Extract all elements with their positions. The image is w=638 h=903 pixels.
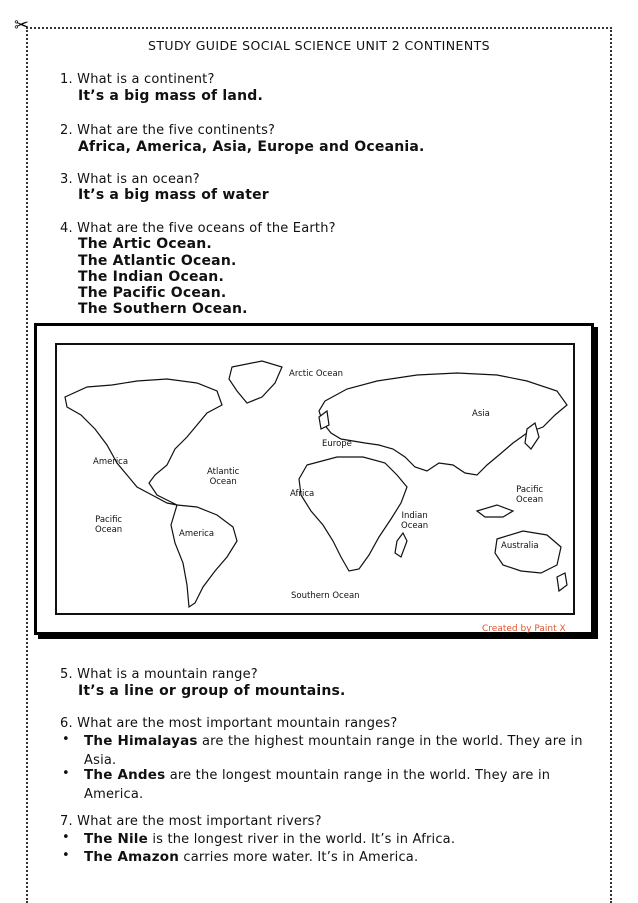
river-item: [84, 848, 594, 867]
mountain-item: [84, 732, 594, 770]
answer-2: Africa, America, Asia, Europe and Oceania.: [78, 139, 425, 155]
answer-4-item: The Pacific Ocean.: [78, 285, 227, 301]
label-asia: Asia: [472, 409, 490, 419]
label-atlantic-ocean: Atlantic Ocean: [207, 467, 240, 487]
south-america-shape: [171, 505, 237, 607]
question-2: 2. What are the five continents?: [60, 123, 276, 138]
label-australia: Australia: [501, 541, 539, 551]
world-map: [34, 323, 594, 635]
label-america-south: America: [179, 529, 215, 539]
answer-1: It’s a big mass of land.: [78, 88, 263, 104]
river-name: The Nile: [84, 831, 148, 847]
label-africa: Africa: [290, 489, 315, 499]
africa-shape: [299, 457, 407, 571]
label-southern-ocean: Southern Ocean: [291, 591, 360, 601]
page-title: STUDY GUIDE SOCIAL SCIENCE UNIT 2 CONTINENTS: [148, 38, 490, 53]
new-zealand-shape: [557, 573, 567, 591]
mountain-name: The Andes: [84, 767, 166, 783]
label-america-north: America: [93, 457, 129, 467]
bullet-icon: •: [62, 830, 70, 845]
answer-4-item: The Artic Ocean.: [78, 236, 212, 252]
river-description: carries more water. It’s in America.: [179, 850, 419, 865]
question-6: 6. What are the most important mountain ranges?: [60, 716, 398, 731]
river-name: The Amazon: [84, 849, 180, 865]
answer-4-item: The Indian Ocean.: [78, 269, 224, 285]
label-pacific-ocean-east: Pacific Ocean: [516, 485, 544, 505]
greenland-shape: [229, 361, 282, 403]
answer-3: It’s a big mass of water: [78, 187, 269, 203]
mountain-item: [84, 766, 594, 804]
map-frame: [55, 343, 575, 615]
label-indian-ocean: Indian Ocean: [401, 511, 429, 531]
river-description: is the longest river in the world. It’s in Africa.: [148, 832, 456, 847]
mountain-description: are the longest mountain range in the world. They are in America.: [84, 768, 551, 802]
bullet-icon: •: [62, 732, 70, 747]
continent-outlines: [57, 345, 573, 613]
madagascar-shape: [395, 533, 407, 557]
river-item: [84, 830, 594, 849]
label-pacific-ocean-west: Pacific Ocean: [95, 515, 123, 535]
answer-4-item: The Atlantic Ocean.: [78, 253, 237, 269]
bullet-icon: •: [62, 848, 70, 863]
bullet-icon: •: [62, 766, 70, 781]
answer-5: It’s a line or group of mountains.: [78, 683, 346, 699]
answer-4-item: The Southern Ocean.: [78, 301, 248, 317]
label-europe: Europe: [322, 439, 352, 449]
mountain-name: The Himalayas: [84, 733, 198, 749]
australia-shape: [495, 531, 561, 573]
indonesia-shape: [477, 505, 513, 517]
question-4: 4. What are the five oceans of the Earth?: [60, 221, 336, 236]
question-5: 5. What is a mountain range?: [60, 667, 258, 682]
scissors-icon: ✂: [14, 15, 30, 36]
mountain-description: are the highest mountain range in the world. They are in Asia.: [84, 734, 583, 768]
north-america-shape: [65, 379, 222, 505]
question-1: 1. What is a continent?: [60, 72, 215, 87]
map-credit: Created by Paint X: [482, 624, 566, 634]
label-arctic-ocean: Arctic Ocean: [289, 369, 344, 379]
question-7: 7. What are the most important rivers?: [60, 814, 322, 829]
question-3: 3. What is an ocean?: [60, 172, 200, 187]
